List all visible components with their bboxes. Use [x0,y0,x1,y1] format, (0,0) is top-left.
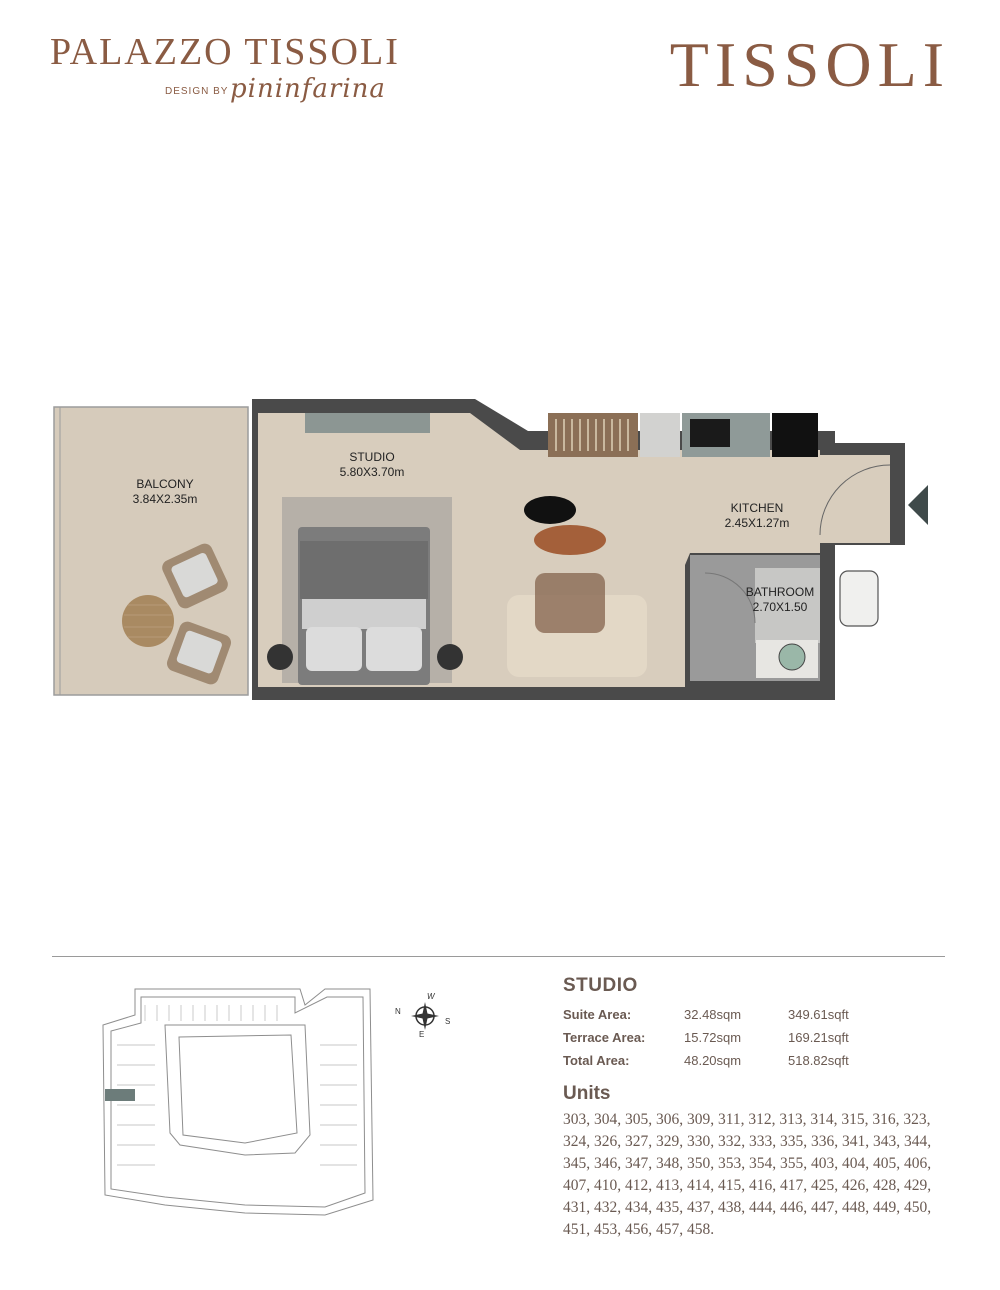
units-list: 303, 304, 305, 306, 309, 311, 312, 313, 314, 315, 316, 323, 324, 326, 327, 329, 330, 332, 333, 335, 336, 341, 343, 344, 345, 346, 347, 348, 350, 353, 354, 355, 403, 404, 405, 406, 407, 410, 412, 413, 414, 415, 416, 417, 425, 426, 428, 429, 431, 432, 434, 435, 437, 438, 444, 446, 447, 448, 449, 450, 451, 453, 456, 457, 458. [563,1111,932,1238]
spec-label: Terrace Area: [563,1030,646,1045]
brand-name: PALAZZO TISSOLI [50,31,400,73]
designer-signature: pininfarina [230,74,386,104]
compass-icon [395,992,455,1040]
spec-sqft: 169.21sqft [788,1030,849,1045]
compass-s: S [445,1017,451,1026]
spec-sqft: 518.82sqft [788,1053,849,1068]
compass-e: E [419,1030,425,1039]
room-kitchen-dims: 2.45X1.27m [724,516,790,530]
unit-type-title: STUDIO [563,975,638,996]
room-bathroom [735,585,825,615]
unit-specs [563,975,953,1238]
spec-label: Total Area: [563,1053,630,1068]
room-balcony-dims: 3.84X2.35m [132,492,198,506]
units-title: Units [563,1083,611,1104]
floor-plan [50,395,930,715]
brand-logo-right: TISSOLI [669,29,950,100]
room-studio [322,450,422,480]
room-kitchen [712,501,802,531]
room-bathroom-name: BATHROOM [745,585,815,599]
spec-sqm: 15.72sqm [684,1030,742,1045]
compass-n: N [395,1007,401,1016]
room-balcony [120,477,210,507]
room-studio-name: STUDIO [349,450,395,464]
section-divider [52,956,945,957]
highlighted-unit [105,1089,135,1101]
spec-label: Suite Area: [563,1007,632,1022]
compass-w: W [427,992,435,1001]
design-by-label: DESIGN BY [165,86,229,97]
brand-logo-left [50,30,440,104]
room-studio-dims: 5.80X3.70m [339,465,405,479]
room-bathroom-dims: 2.70X1.50 [752,600,808,614]
room-balcony-name: BALCONY [136,477,194,491]
entry-arrow-icon [908,485,928,525]
spec-sqft: 349.61sqft [788,1007,849,1022]
spec-sqm: 32.48sqm [684,1007,742,1022]
building-key-plan [95,985,385,1230]
spec-sqm: 48.20sqm [684,1053,742,1068]
room-kitchen-name: KITCHEN [730,501,784,515]
